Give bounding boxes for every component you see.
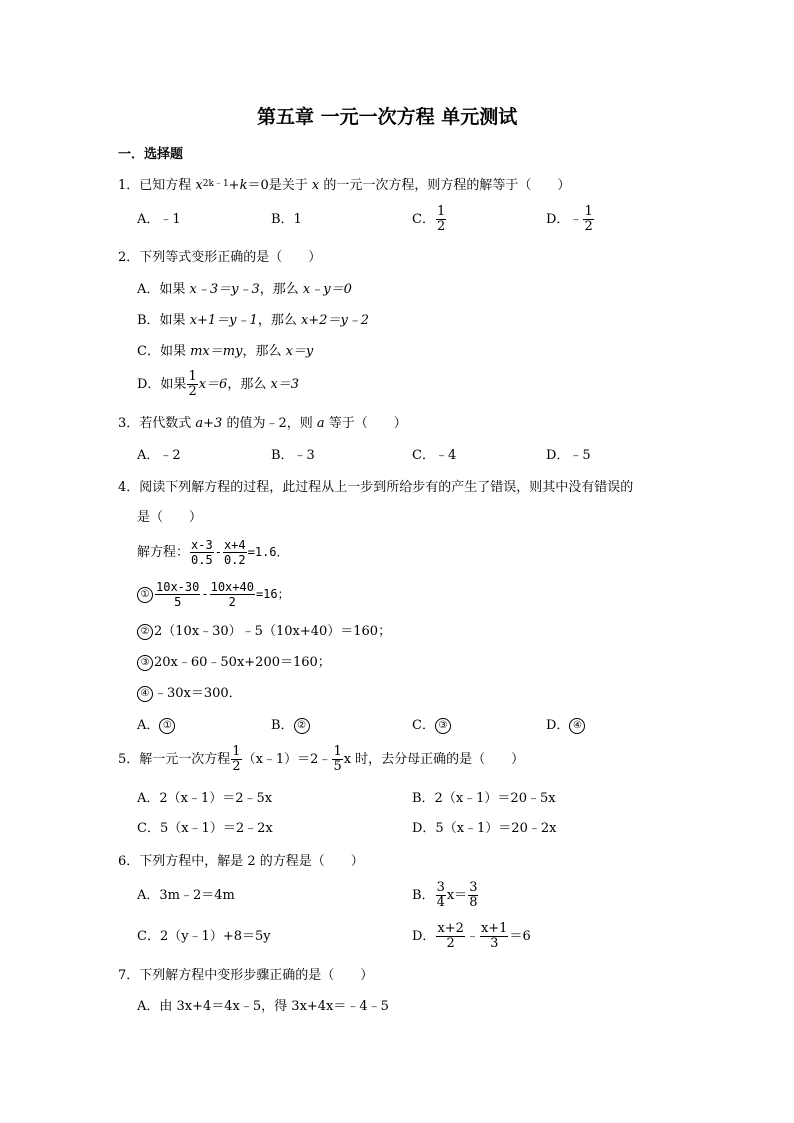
question-2-option-a[interactable]: A．如果 x﹣3＝y﹣3，那么 x﹣y＝0 (137, 282, 352, 297)
section-heading: 一．选择题 (118, 147, 184, 162)
question-1-option-c[interactable]: C． $\frac{1}{2}$ (412, 204, 446, 234)
question-6-option-c[interactable]: C．2（y﹣1）+8＝5y (137, 929, 271, 944)
question-1-stem: 1．已知方程 $x^{2k﹣1}+k=0$是关于 x 的一元一次方程，则方程的解等于（ ） (118, 178, 571, 193)
question-1-option-a[interactable]: A．﹣1 (137, 212, 181, 227)
question-6-option-b[interactable]: B． $\frac{3}{4}$ x＝ $\frac{3}{8}$ (412, 880, 478, 910)
question-3-option-d[interactable]: D．﹣5 (546, 448, 591, 463)
question-5-option-c[interactable]: C．5（x﹣1）＝2﹣2x (137, 821, 273, 836)
question-4-step-4: ④ ﹣30x＝300． (137, 684, 242, 704)
question-3-option-a[interactable]: A．﹣2 (137, 448, 181, 463)
question-4-step-2: ② 2（10x﹣30）﹣5（10x+40）＝160； (137, 622, 391, 642)
question-5-option-a[interactable]: A．2（x﹣1）＝2﹣5x (137, 791, 273, 806)
question-3-option-b[interactable]: B．﹣3 (271, 448, 315, 463)
question-4-equation: 解方程： $\frac{x-3}{0.5}$ - $\frac{x+4}{0.2}$ =1.6． (137, 538, 289, 567)
question-5-option-d[interactable]: D．5（x﹣1）＝20﹣2x (412, 821, 557, 836)
question-7-stem: 7．下列解方程中变形步骤正确的是（ ） (118, 968, 374, 983)
question-6-option-a[interactable]: A．3m﹣2＝4m (137, 888, 235, 903)
question-4-stem-line-1: 4．阅读下列解方程的过程，此过程从上一步到所给步有的产生了错误，则其中没有错误的 (118, 480, 634, 495)
question-4-option-d[interactable]: D． ④ (546, 716, 586, 736)
question-4-option-b[interactable]: B． ② (271, 716, 311, 736)
question-1-option-b[interactable]: B．1 (271, 212, 302, 227)
question-4-stem-line-2: 是（ ） (137, 510, 203, 525)
question-2-option-c[interactable]: C．如果 mx＝my，那么 x＝y (137, 344, 314, 359)
question-2-stem: 2．下列等式变形正确的是（ ） (118, 250, 322, 265)
question-7-option-a[interactable]: A．由 3x+4＝4x﹣5，得 3x+4x＝﹣4﹣5 (137, 999, 389, 1014)
question-5-option-b[interactable]: B．2（x﹣1）＝20﹣5x (412, 791, 556, 806)
question-2-option-b[interactable]: B．如果 x+1＝y﹣1，那么 x+2＝y﹣2 (137, 313, 370, 328)
question-3-option-c[interactable]: C．﹣4 (412, 448, 457, 463)
page-title: 第五章 一元一次方程 单元测试 (257, 106, 518, 128)
question-4-option-c[interactable]: C． ③ (412, 716, 452, 736)
question-4-option-a[interactable]: A． ① (137, 716, 176, 736)
question-4-step-1: ① $\frac{10x-30}{5}$ - $\frac{10x+40}{2}$ =16； (137, 578, 290, 611)
question-6-option-d[interactable]: D． $\frac{x+2}{2}$ ﹣ $\frac{x+1}{3}$ ＝6 (412, 921, 531, 951)
question-6-stem: 6．下列方程中，解是 2 的方程是（ ） (118, 854, 364, 869)
question-2-option-d[interactable]: D．如果 $\frac{1}{2}$ x＝6，那么 x＝3 (137, 369, 300, 399)
question-5-stem: 5．解一元一次方程 $\frac{1}{2}$ （x﹣1）＝2﹣ $\frac{1}{5}$ x 时，去分母正确的是（ ） (118, 744, 525, 774)
question-4-step-3: ③ 20x﹣60﹣50x+200＝160； (137, 653, 331, 673)
question-3-stem: 3．若代数式 a+3 的值为﹣2，则 a 等于（ ） (118, 416, 407, 431)
question-1-option-d[interactable]: D．﹣ $\frac{1}{2}$ (546, 204, 593, 234)
